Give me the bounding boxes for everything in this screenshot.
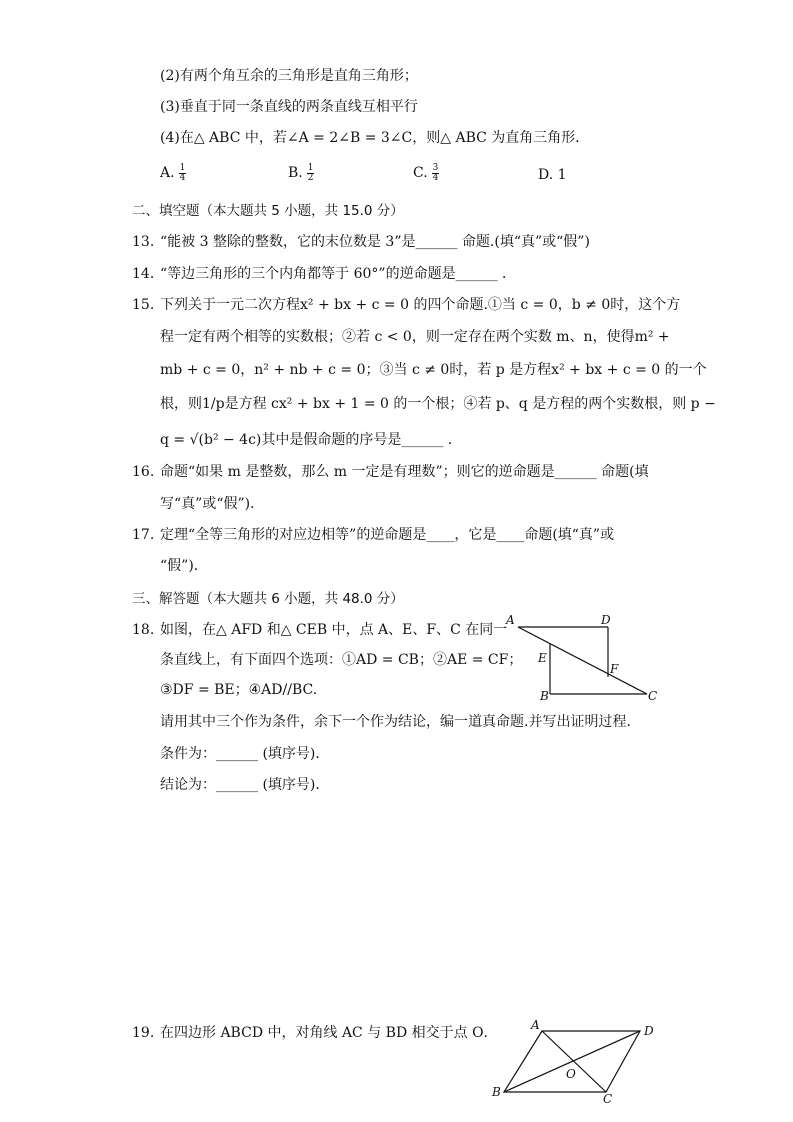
label-a: A	[531, 1018, 540, 1032]
question-15-line-2: 程一定有两个相等的实数根；②若 c < 0，则一定存在两个实数 m、n，使得m² +	[160, 329, 670, 345]
option-a	[160, 163, 186, 183]
question-number: 19.	[132, 1025, 155, 1041]
prev-item-2: (2)有两个角互余的三角形是直角三角形；	[160, 68, 418, 84]
question-text: 命题“如果 m 是整数，那么 m 一定是有理数”；则它的逆命题是______ 命题(填	[160, 464, 649, 480]
option-fraction	[432, 164, 440, 183]
label-o: O	[566, 1067, 576, 1081]
question-15-line-5: q = √(b² − 4c)其中是假命题的序号是______ ．	[160, 432, 462, 448]
question-18-line-3: ③DF = BE；④AD//BC.	[160, 682, 318, 698]
option-fraction	[307, 164, 315, 183]
question-text: “能被 3 整除的整数，它的末位数是 3”是______ 命题.(填“真”或“假”)	[160, 234, 590, 250]
diagonal-bd	[504, 1031, 640, 1092]
figure-q19	[488, 1015, 668, 1110]
question-14	[132, 264, 516, 284]
question-19	[132, 1023, 498, 1043]
question-text: 定理“全等三角形的对应边相等”的逆命题是____，它是____命题(填“真”或	[160, 527, 615, 543]
question-number: 16.	[132, 464, 155, 480]
section-heading-solutions: 三、解答题（本大题共 6 小题，共 48.0 分）	[132, 591, 404, 607]
question-16-line-1	[132, 462, 649, 482]
option-d	[538, 165, 567, 185]
question-18-line-1	[132, 620, 507, 640]
question-text: 下列关于一元二次方程x² + bx + c = 0 的四个命题.①当 c = 0，b ≠ 0时，这个方	[160, 297, 681, 313]
label-e: E	[538, 651, 547, 665]
prev-item-3: (3)垂直于同一条直线的两条直线互相平行	[160, 99, 418, 115]
label-a: A	[506, 613, 515, 627]
label-d: D	[601, 613, 611, 627]
option-value: 1	[557, 167, 567, 183]
denominator: 4	[432, 172, 439, 183]
question-15-line-3: mb + c = 0，n² + nb + c = 0；③当 c ≠ 0时，若 p 是方程x² + bx + c = 0 的一个	[160, 362, 707, 378]
question-number: 13.	[132, 234, 155, 250]
question-number: 15.	[132, 297, 155, 313]
question-17-line-2: “假”)．	[160, 558, 208, 574]
question-13	[132, 232, 590, 252]
question-18-conclusion: 结论为：______ (填序号)．	[160, 777, 330, 793]
numerator: 1	[179, 162, 186, 173]
label-c: C	[603, 1092, 613, 1106]
label-b: B	[540, 689, 549, 703]
numerator: 3	[432, 162, 439, 173]
label-d: D	[644, 1024, 654, 1038]
denominator: 4	[179, 172, 186, 183]
section-heading-fill-blank: 二、填空题（本大题共 5 小题，共 15.0 分）	[132, 203, 404, 219]
option-fraction	[179, 164, 187, 183]
question-text: 在四边形 ABCD 中，对角线 AC 与 BD 相交于点 O．	[160, 1025, 498, 1041]
diagonal-ac	[542, 1031, 606, 1092]
numerator: 1	[307, 162, 314, 173]
label-c: C	[648, 689, 658, 703]
option-b	[288, 163, 314, 183]
question-text: “等边三角形的三个内角都等于 60°”的逆命题是______ ．	[160, 266, 517, 282]
option-letter: D.	[538, 167, 554, 183]
figure-q18	[500, 610, 670, 710]
prev-item-4: (4)在△ ABC 中，若∠A = 2∠B = 3∠C，则△ ABC 为直角三角形．	[160, 130, 590, 146]
question-18-instruction: 请用其中三个作为条件，余下一个作为结论，编一道真命题.并写出证明过程．	[160, 714, 641, 730]
option-c	[413, 163, 439, 183]
question-18-line-2: 条直线上，有下面四个选项：①AD = CB；②AE = CF；	[160, 652, 523, 668]
denominator: 2	[307, 172, 314, 183]
label-b: B	[492, 1085, 501, 1099]
question-15-line-4: 根，则1/p是方程 cx² + bx + 1 = 0 的一个根；④若 p、q 是方程的两个实数根，则 p −	[160, 396, 716, 412]
question-number: 18.	[132, 622, 155, 638]
label-f: F	[610, 662, 619, 676]
question-15-line-1	[132, 295, 680, 315]
question-17-line-1	[132, 525, 614, 545]
question-text: 如图，在△ AFD 和△ CEB 中，点 A、E、F、C 在同一	[160, 622, 508, 638]
option-letter: B.	[288, 165, 303, 181]
option-letter: A.	[160, 165, 175, 181]
option-letter: C.	[413, 165, 428, 181]
question-number: 17.	[132, 527, 155, 543]
question-18-conditions: 条件为：______ (填序号)．	[160, 746, 330, 762]
question-16-line-2: 写“真”或“假”)．	[160, 496, 265, 512]
question-number: 14.	[132, 266, 155, 282]
